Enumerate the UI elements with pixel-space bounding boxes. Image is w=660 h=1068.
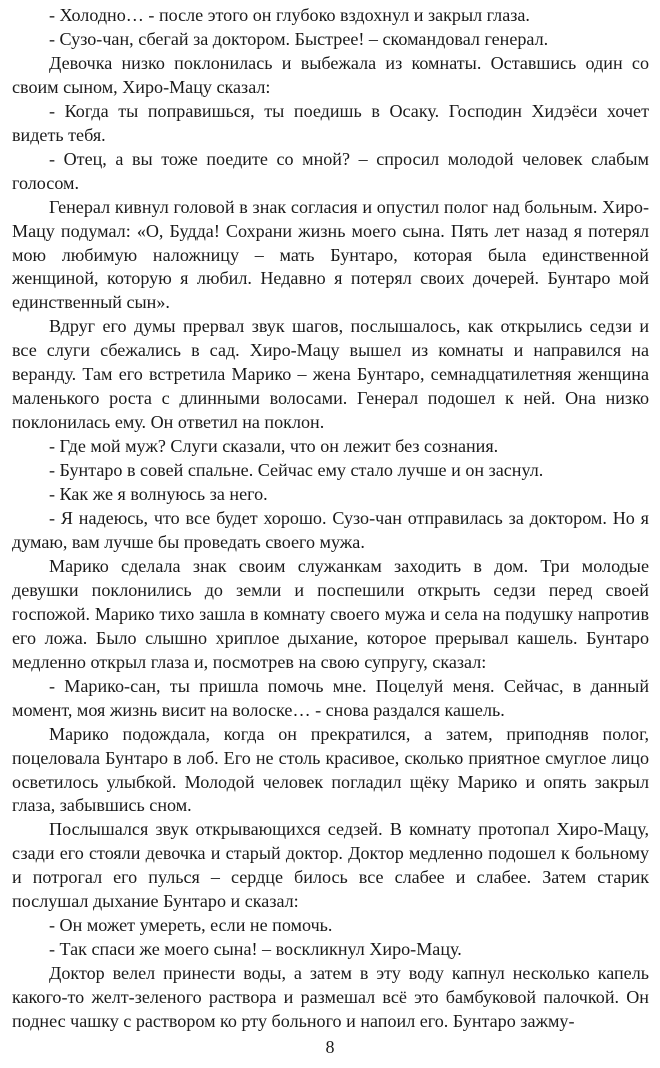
paragraph: - Холодно… - после этого он глубоко вздохнул и закрыл глаза. bbox=[49, 5, 530, 25]
paragraph: - Бунтаро в совей спальне. Сейчас ему стало лучше и он заснул. bbox=[49, 460, 544, 481]
paragraph: - Марико-сан, ты пришла помочь мне. Поцелуй меня. Сейчас, в данный момент, моя жизнь висит на волоске… - снова раздался кашель. bbox=[12, 675, 649, 720]
paragraph: - Так спаси же моего сына! – воскликнул Хиро-Мацу. bbox=[49, 939, 462, 960]
paragraph: - Где мой муж? Слуги сказали, что он лежит без сознания. bbox=[49, 436, 499, 457]
paragraph: - Отец, а вы тоже поедите со мной? – спросил молодой человек слабым голосом. bbox=[12, 148, 649, 193]
paragraph: - Как же я волнуюсь за него. bbox=[49, 484, 268, 505]
paragraph: Вдруг его думы прервал звук шагов, послышалось, как открылись седзи и все слуги сбежались в сад. Хиро-Мацу вышел из комнаты и направился на веранду. Там его встретила Марико – жена Бунтаро, семнадцатилетняя женщина маленького роста с длинными волосами. Генерал подошел к ней. Она низко поклонилась ему. Он ответил на поклон. bbox=[12, 316, 649, 433]
paragraph: Послышался звук открывающихся седзей. В комнату протопал Хиро-Мацу, сзади его стояли девочка и старый доктор. Доктор медленно подошел к больному и потрогал его пулься – сердце билось все слабее и слабее. Затем старик послушал дыхание Бунтаро и сказал: bbox=[12, 819, 649, 912]
paragraph: - Сузо-чан, сбегай за доктором. Быстрее! – скомандовал генерал. bbox=[49, 28, 549, 49]
paragraph: Марико сделала знак своим служанкам заходить в дом. Три молодые девушки поклонились до земли и поспешили открыть седзи перед своей госпожой. Марико тихо зашла в комнату своего мужа и села на подушку напротив его ложа. Было слышно хриплое дыхание, которое прерывал кашель. Бунтаро медленно открыл глаза и, посмотрев на свою супругу, сказал: bbox=[12, 555, 649, 672]
paragraph: - Когда ты поправишься, ты поедишь в Осаку. Господин Хидэёси хочет видеть тебя. bbox=[12, 100, 649, 145]
paragraph: Марико подождала, когда он прекратился, а затем, приподняв полог, поцеловала Бунтаро в лоб. Его не столь красивое, сколько приятное смуглое лицо осветилось улыбкой. Молодой человек погладил щёку Марико и опять закрыл глаза, забывшись сном. bbox=[12, 723, 649, 816]
page-body bbox=[12, 4, 649, 1034]
paragraph: Генерал кивнул головой в знак согласия и опустил полог над больным. Хиро-Мацу подумал: «О, Будда! Сохрани жизнь моего сына. Пять лет назад я потерял мою любимую наложницу – мать Бунтаро, которая была единственной женщиной, которую я любил. Недавно я потерял своих дочерей. Бунтаро мой единственный сын». bbox=[12, 196, 649, 313]
paragraph: - Он может умереть, если не помочь. bbox=[49, 915, 333, 936]
paragraph: - Я надеюсь, что все будет хорошо. Сузо-чан отправилась за доктором. Но я думаю, вам лучше бы проведать своего мужа. bbox=[12, 508, 649, 552]
paragraph: Доктор велел принести воды, а затем в эту воду капнул несколько капель какого-то желт-зеленого раствора и размешал всё это бамбуковой палочкой. Он поднес чашку с раствором ко рту больного и напоил его. Бунтаро зажму- bbox=[12, 963, 649, 1032]
page-number: 8 bbox=[325, 1037, 335, 1057]
paragraph: Девочка низко поклонилась и выбежала из комнаты. Оставшись один со своим сыном, Хиро-Мацу сказал: bbox=[12, 52, 649, 97]
